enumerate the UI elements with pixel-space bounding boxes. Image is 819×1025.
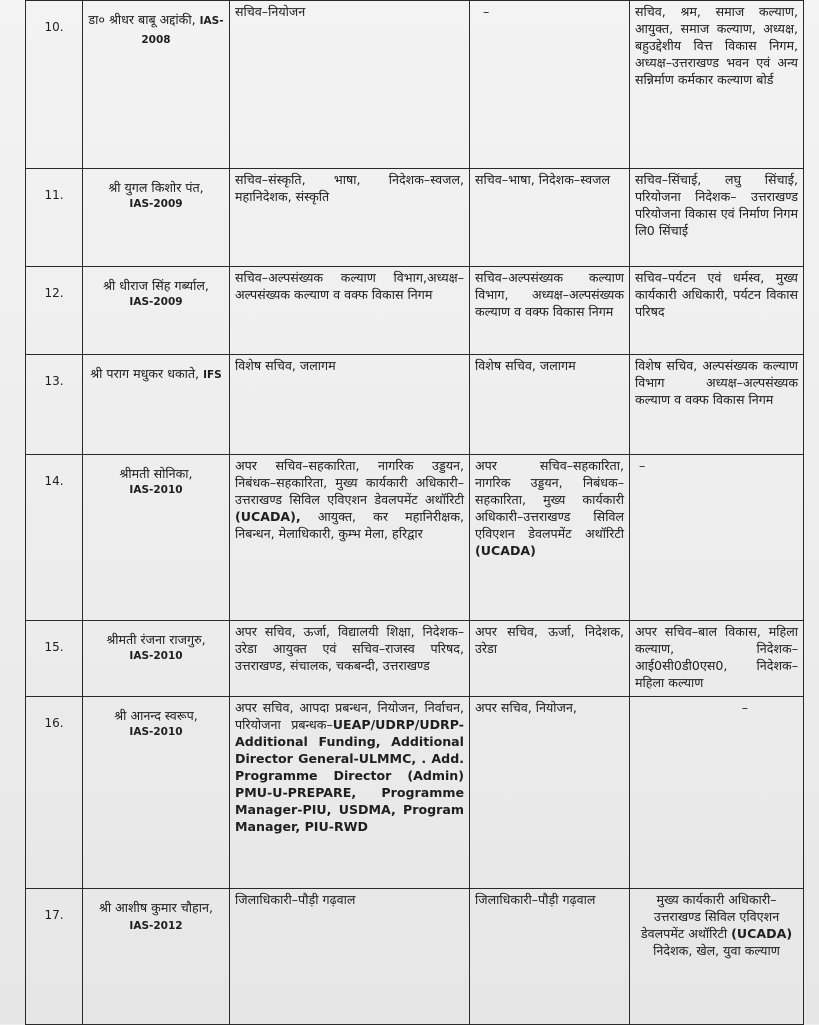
current-posting: विशेष सचिव, जलागम (230, 355, 470, 455)
new-posting: सचिव–पर्यटन एवं धर्मस्व, मुख्य कार्यकारी अधिकारी, पर्यटन विकास परिषद (630, 267, 804, 355)
serial-number: 17. (26, 889, 83, 1025)
retained-posting: सचिव–भाषा, निदेशक–स्वजल (470, 169, 630, 267)
serial-number: 12. (26, 267, 83, 355)
retained-posting: अपर सचिव, ऊर्जा, निदेशक, उरेडा (470, 621, 630, 697)
officer-cadre: IAS-2010 (129, 650, 183, 662)
new-posting: – (630, 455, 804, 621)
ucada-abbr: (UCADA) (475, 543, 536, 558)
new-posting: अपर सचिव–बाल विकास, महिला कल्याण, निदेशक–आई0सी0डी0एस0, निदेशक–महिला कल्याण (630, 621, 804, 697)
retained-posting: सचिव–अल्पसंख्यक कल्याण विभाग, अध्यक्ष–अल्पसंख्यक कल्याण व वक्फ विकास निगम (470, 267, 630, 355)
current-posting: जिलाधिकारी–पौड़ी गढ़वाल (230, 889, 470, 1025)
table-row (26, 1, 804, 169)
serial-number: 15. (26, 621, 83, 697)
officer-name: श्री धीराज सिंह गर्ब्याल, IAS-2009 (83, 267, 230, 355)
transfer-table (25, 0, 804, 1025)
officer-cadre: IAS-2012 (129, 920, 183, 932)
table-row (26, 889, 804, 1025)
serial-number: 13. (26, 355, 83, 455)
retained-posting: अपर सचिव, नियोजन, (470, 697, 630, 889)
officer-cadre: IAS-2009 (129, 296, 183, 308)
retained-posting: – (470, 1, 630, 169)
retained-posting: अपर सचिव–सहकारिता, नागरिक उड्डयन, निबंधक–सहकारिता, मुख्य कार्यकारी अधिकारी–उत्तराखण्ड सिविल एविएशन डेवलपमेंट अथॉरिटी (UCADA) (470, 455, 630, 621)
ucada-abbr: (UCADA), (235, 509, 301, 524)
new-posting: सचिव, श्रम, समाज कल्याण, आयुक्त, समाज कल्याण, अध्यक्ष, बहुउद्देशीय वित्त विकास निगम, अध्यक्ष–उत्तराखण्ड भवन एवं अन्य सन्निर्माण कर्मकार कल्याण बोर्ड (630, 1, 804, 169)
current-posting: सचिव–अल्पसंख्यक कल्याण विभाग,अध्यक्ष–अल्पसंख्यक कल्याण व वक्फ विकास निगम (230, 267, 470, 355)
officer-cadre: IAS-2008 (141, 15, 224, 46)
table-row (26, 621, 804, 697)
serial-number: 11. (26, 169, 83, 267)
officer-name: डा० श्रीधर बाबू अद्दांकी, IAS-2008 (83, 1, 230, 169)
officer-name: श्री आशीष कुमार चौहान, IAS-2012 (83, 889, 230, 1025)
table-row (26, 169, 804, 267)
officer-name: श्री पराग मधुकर धकाते, IFS (83, 355, 230, 455)
table-row (26, 697, 804, 889)
new-posting: सचिव–सिंचाई, लघु सिंचाई, परियोजना निदेशक– उत्तराखण्ड परियोजना विकास एवं निर्माण निगम लि0 सिंचाई (630, 169, 804, 267)
serial-number: 16. (26, 697, 83, 889)
officer-cadre: IAS-2009 (129, 198, 183, 210)
table-row (26, 355, 804, 455)
officer-cadre: IFS (203, 369, 222, 381)
current-posting: सचिव–नियोजन (230, 1, 470, 169)
retained-posting: विशेष सचिव, जलागम (470, 355, 630, 455)
table-row (26, 455, 804, 621)
current-posting: सचिव–संस्कृति, भाषा, निदेशक–स्वजल, महानिदेशक, संस्कृति (230, 169, 470, 267)
ucada-abbr: (UCADA) (731, 926, 793, 941)
serial-number: 14. (26, 455, 83, 621)
officer-name: श्रीमती रंजना राजगुरु, IAS-2010 (83, 621, 230, 697)
table-row (26, 267, 804, 355)
new-posting: मुख्य कार्यकारी अधिकारी– उत्तराखण्ड सिविल एविएशन डेवलपमेंट अथॉरिटी (UCADA) निदेशक, खेल, युवा कल्याण (630, 889, 804, 1025)
officer-name: श्रीमती सोनिका, IAS-2010 (83, 455, 230, 621)
current-posting-english: UEAP/UDRP/UDRP-Additional Funding, Additional Director General-ULMMC, . Add. Programme Director (Admin) PMU-U-PREPARE, Programme Manager-PIU, USDMA, Program Manager, PIU-RWD (235, 717, 464, 834)
officer-cadre: IAS-2010 (129, 726, 183, 738)
new-posting: – (630, 697, 804, 889)
serial-number: 10. (26, 1, 83, 169)
current-posting: अपर सचिव, आपदा प्रबन्धन, नियोजन, निर्वाचन, परियोजना प्रबन्धक–UEAP/UDRP/UDRP-Additional Funding, Additional Director General-ULMMC, . Add. Programme Director (Admin) PMU-U-PREPARE, Programme Manager-PIU, USDMA, Program Manager, PIU-RWD (230, 697, 470, 889)
officer-name: श्री युगल किशोर पंत, IAS-2009 (83, 169, 230, 267)
current-posting: अपर सचिव, ऊर्जा, विद्यालयी शिक्षा, निदेशक–उरेडा आयुक्त एवं सचिव–राजस्व परिषद, उत्तराखण्ड, संचालक, चकबन्दी, उत्तराखण्ड (230, 621, 470, 697)
current-posting: अपर सचिव–सहकारिता, नागरिक उड्डयन, निबंधक–सहकारिता, मुख्य कार्यकारी अधिकारी– उत्तराखण्ड सिविल एविएशन डेवलपमेंट अथॉरिटी (UCADA), आयुक्त, कर महानिरीक्षक, निबन्धन, मेलाधिकारी, कुम्भ मेला, हरिद्वार (230, 455, 470, 621)
retained-posting: जिलाधिकारी–पौड़ी गढ़वाल (470, 889, 630, 1025)
officer-cadre: IAS-2010 (129, 484, 183, 496)
officer-name: श्री आनन्द स्वरूप, IAS-2010 (83, 697, 230, 889)
new-posting: विशेष सचिव, अल्पसंख्यक कल्याण विभाग अध्यक्ष–अल्पसंख्यक कल्याण व वक्फ विकास निगम (630, 355, 804, 455)
